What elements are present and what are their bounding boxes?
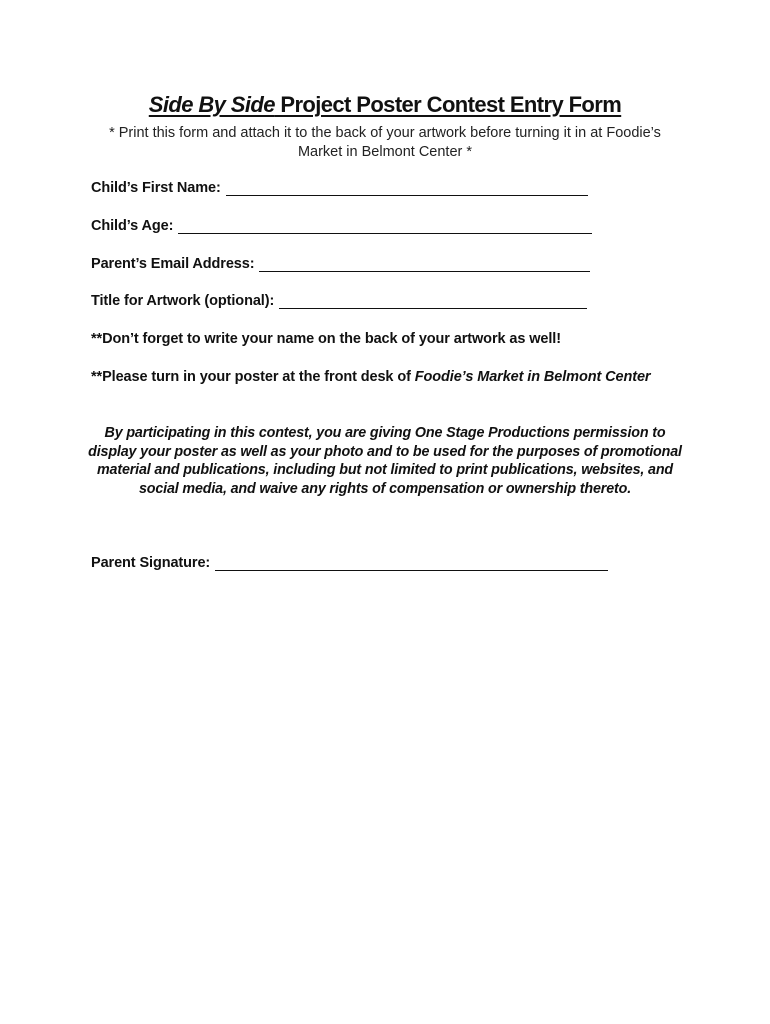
reminder-name-note: **Don’t forget to write your name on the back of your artwork as well! bbox=[91, 331, 561, 347]
form-title bbox=[0, 92, 770, 118]
signature-line[interactable] bbox=[215, 556, 608, 571]
form-instructions: * Print this form and attach it to the back of your artwork before turning it in at Foodie’s Market in Belmont Center * bbox=[109, 125, 661, 160]
first-name-field[interactable] bbox=[91, 180, 588, 196]
reminder-turnin-location: Foodie’s Market in Belmont Center bbox=[414, 369, 651, 385]
artwork-title-line[interactable] bbox=[279, 294, 587, 309]
email-field[interactable] bbox=[91, 256, 590, 272]
email-line[interactable] bbox=[259, 257, 590, 272]
signature-field[interactable] bbox=[91, 555, 608, 571]
reminder-turnin-prefix: **Please turn in your poster at the front desk of bbox=[91, 369, 415, 385]
title-rest: Project Poster Contest Entry Form bbox=[274, 92, 622, 117]
consent-statement: By participating in this contest, you are giving One Stage Productions permission to display your poster as well as your photo and to be used for the purposes of promotional material and publications, including but not limited to print publications, websites, and social media, and waive any rights of compensation or ownership thereto. bbox=[88, 425, 682, 497]
first-name-line[interactable] bbox=[226, 181, 588, 196]
age-line[interactable] bbox=[178, 219, 592, 234]
age-label: Child’s Age: bbox=[91, 218, 174, 234]
age-field[interactable] bbox=[91, 218, 592, 234]
reminder-turnin-note bbox=[91, 368, 681, 387]
signature-label: Parent Signature: bbox=[91, 555, 211, 571]
artwork-title-field[interactable] bbox=[91, 293, 587, 309]
title-project-name: Side By Side bbox=[148, 92, 275, 117]
first-name-label: Child’s First Name: bbox=[91, 180, 221, 196]
artwork-title-label: Title for Artwork (optional): bbox=[91, 293, 275, 309]
email-label: Parent’s Email Address: bbox=[91, 256, 255, 272]
